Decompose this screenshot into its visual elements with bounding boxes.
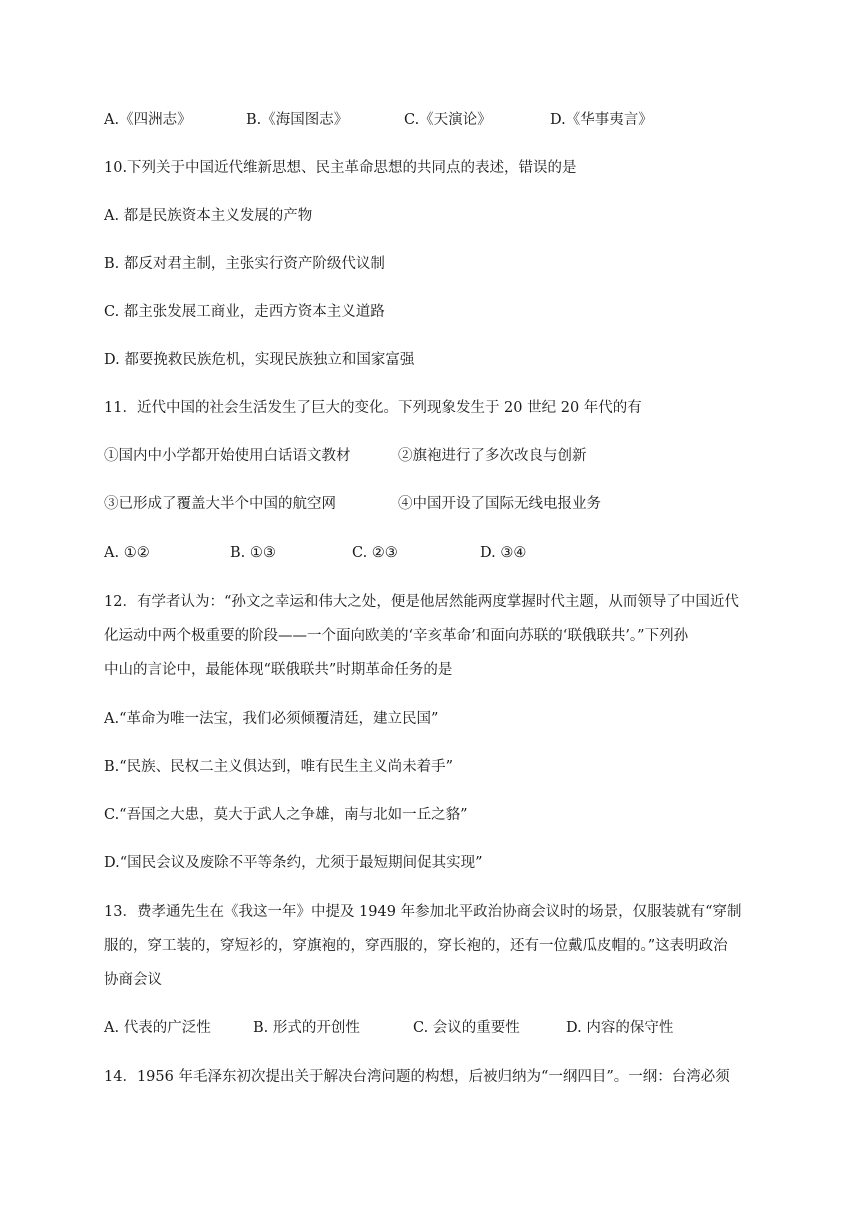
q10-option-d: D. 都要挽救民族危机，实现民族独立和国家富强: [104, 352, 415, 368]
q12-stem-line-1: 12．有学者认为：“孙文之幸运和伟大之处，便是他居然能两度掌握时代主题，从而领导了中国近代: [104, 594, 739, 610]
q12-option-c: C.“吾国之大患，莫大于武人之争雄，南与北如一丘之貉”: [104, 807, 468, 823]
q10-option-a: A. 都是民族资本主义发展的产物: [104, 208, 313, 224]
q11-item-1: ①国内中小学都开始使用白话语文教材: [104, 448, 351, 464]
q11-item-3: ③已形成了覆盖大半个中国的航空网: [104, 496, 336, 512]
q11-item-4: ④中国开设了国际无线电报业务: [398, 496, 601, 512]
q12-stem-line-2: 化运动中两个极重要的阶段——一个面向欧美的‘辛亥革命’和面向苏联的‘联俄联共’。”下列孙: [104, 628, 689, 644]
q11-option-c: C. ②③: [352, 545, 398, 561]
q11-option-a: A. ①②: [104, 545, 150, 561]
q13-option-a: A. 代表的广泛性: [104, 1020, 211, 1036]
q13-stem-line-2: 服的，穿工装的，穿短衫的，穿旗袍的，穿西服的，穿长袍的，还有一位戴瓜皮帽的。”这表明政治: [104, 938, 728, 954]
q9-option-b: B.《海国图志》: [246, 112, 349, 128]
q12-option-b: B.“民族、民权二主义俱达到，唯有民生主义尚未着手”: [104, 759, 454, 775]
q10-stem: 10.下列关于中国近代维新思想、民主革命思想的共同点的表述，错误的是: [104, 160, 577, 176]
q14-stem-line-1: 14．1956 年毛泽东初次提出关于解决台湾问题的构想，后被归纳为“一纲四目”。一纲：台湾必须: [104, 1069, 730, 1085]
q13-stem-line-3: 协商会议: [104, 972, 162, 988]
q11-option-d: D. ③④: [480, 545, 527, 561]
q13-option-d: D. 内容的保守性: [566, 1020, 674, 1036]
q11-stem: 11．近代中国的社会生活发生了巨大的变化。下列现象发生于 20 世纪 20 年代的有: [104, 400, 642, 416]
q12-option-d: D.“国民会议及废除不平等条约，尤须于最短期间促其实现”: [104, 855, 483, 871]
q9-option-c: C.《天演论》: [404, 112, 492, 128]
q9-option-d: D.《华事夷言》: [550, 112, 653, 128]
q12-option-a: A.“革命为唯一法宝，我们必须倾覆清廷，建立民国”: [104, 711, 439, 727]
q13-stem-line-1: 13．费孝通先生在《我这一年》中提及 1949 年参加北平政治协商会议时的场景，仅服装就有“穿制: [104, 904, 742, 920]
q10-option-c: C. 都主张发展工商业，走西方资本主义道路: [104, 304, 385, 320]
q13-option-c: C. 会议的重要性: [413, 1020, 520, 1036]
q12-stem-line-3: 中山的言论中，最能体现“联俄联共”时期革命任务的是: [104, 662, 453, 678]
q10-option-b: B. 都反对君主制，主张实行资产阶级代议制: [104, 256, 385, 272]
q13-option-b: B. 形式的开创性: [253, 1020, 360, 1036]
q9-option-a: A.《四洲志》: [104, 112, 192, 128]
q11-option-b: B. ①③: [230, 545, 276, 561]
q11-item-2: ②旗袍进行了多次改良与创新: [398, 448, 587, 464]
